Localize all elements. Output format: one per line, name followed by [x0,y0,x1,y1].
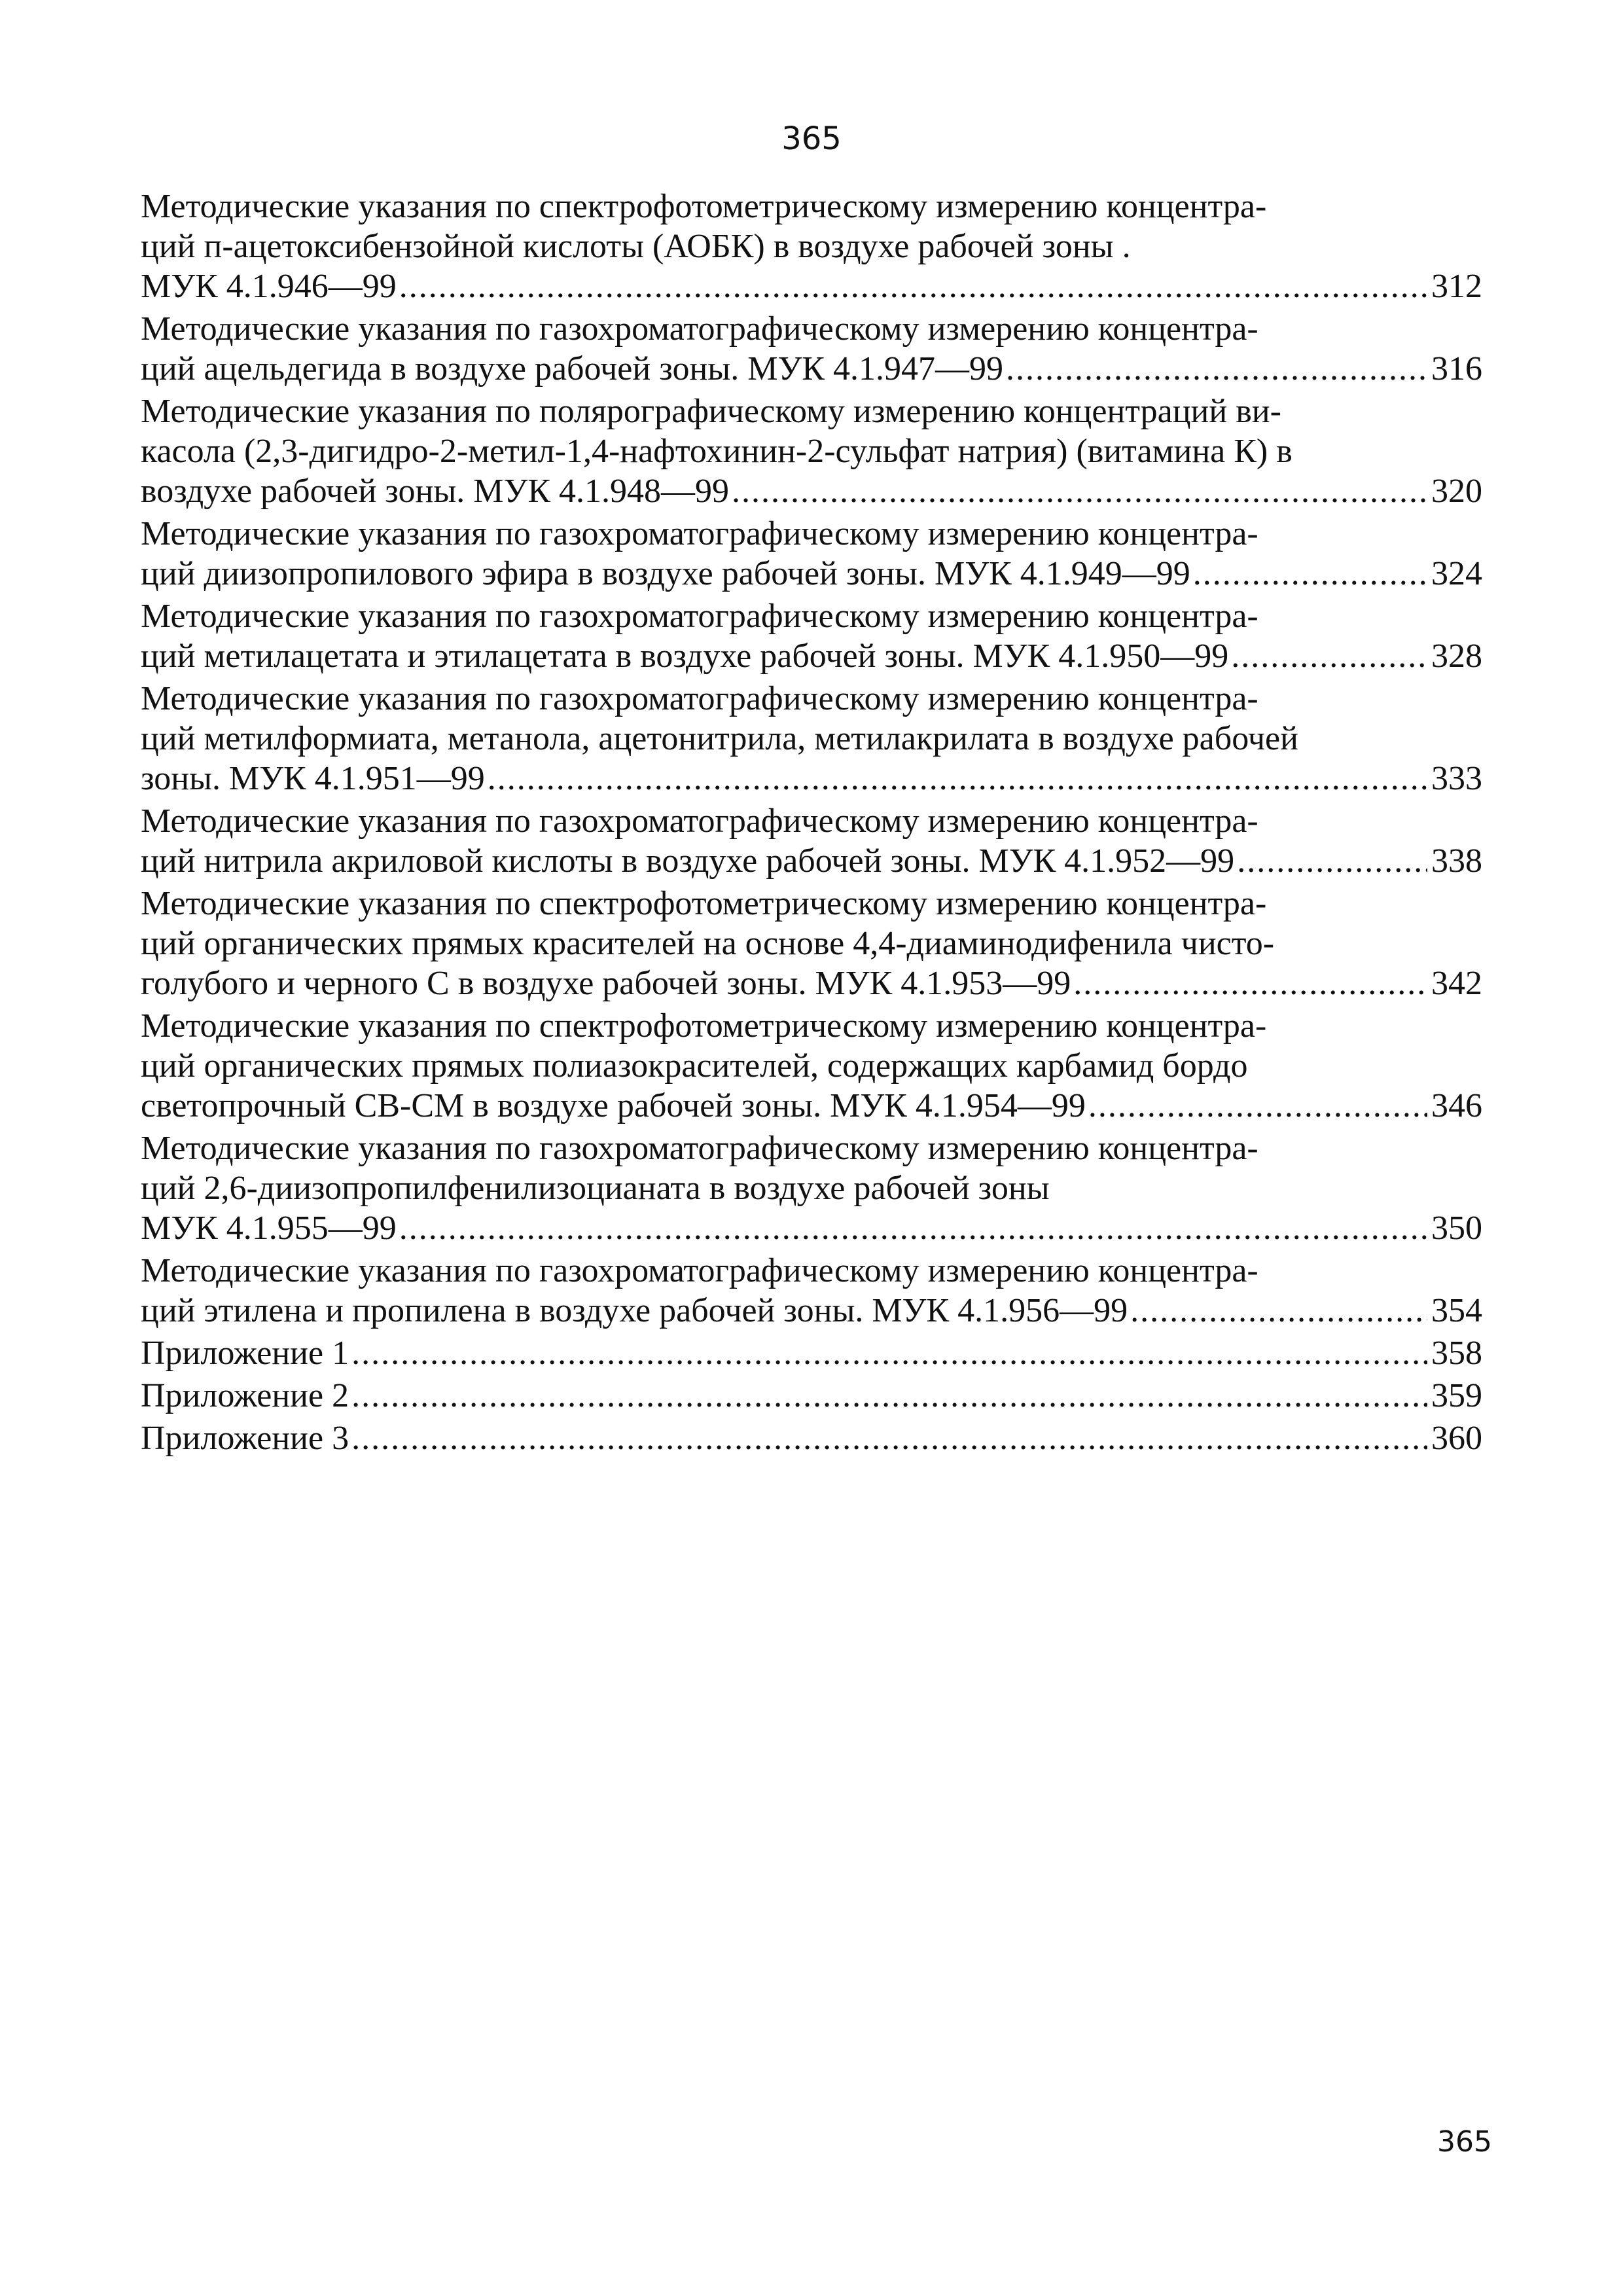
toc-entry-line: касола (2,3-дигидро-2-метил-1,4-нафтохинин-2-сульфат натрия) (витамина К) в [141,433,1293,470]
toc-entry-final-line[interactable] [141,471,1482,511]
toc-page-number: 342 [1431,965,1482,1002]
toc-page-number: 358 [1431,1335,1482,1372]
toc-entry-title-end: ций диизопропилового эфира в воздухе рабочей зоны. МУК 4.1.949—99 [141,555,1190,592]
toc-page-number: 320 [1431,473,1482,510]
toc-entry [141,1128,1482,1248]
toc-entry-line: Методические указания по газохроматографическому измерению концентра- [141,680,1258,717]
toc-entry [141,801,1482,881]
toc-entry-line: Методические указания по газохроматографическому измерению концентра- [141,802,1258,840]
toc-entry-line: ций органических прямых полиазокрасителей, содержащих карбамид бордо [141,1047,1248,1085]
toc-entry-title-end: МУК 4.1.955—99 [141,1210,397,1247]
dot-leader [488,759,1427,798]
dot-leader [351,1333,1427,1373]
toc-entry-appendix [141,1376,1482,1416]
toc-entry-title-end: Приложение 3 [141,1420,349,1457]
toc-entry-title-end: ций этилена и пропилена в воздухе рабочей зоны. МУК 4.1.956—99 [141,1292,1128,1329]
dot-leader [1088,1086,1427,1126]
toc-page-number: 354 [1431,1292,1482,1329]
dot-leader [1006,349,1427,389]
dot-leader [351,1376,1427,1416]
toc-entry-title-end: светопрочный СВ-СМ в воздухе рабочей зоны. МУК 4.1.954—99 [141,1087,1086,1124]
toc-entry [141,1006,1482,1126]
toc-entry-final-line[interactable] [141,554,1482,594]
toc-entry-final-line[interactable] [141,1333,1482,1373]
toc-page-number: 312 [1431,268,1482,305]
toc-entry-title-end: МУК 4.1.946—99 [141,268,397,305]
toc-entry [141,679,1482,798]
toc-entry [141,514,1482,594]
toc-entry-line: Методические указания по газохроматографическому измерению концентра- [141,598,1258,635]
toc-entry [141,309,1482,389]
toc-page-number: 324 [1431,555,1482,592]
toc-entry-appendix [141,1418,1482,1458]
toc-entry-line: Методические указания по спектрофотометрическому измерению концентра- [141,188,1267,225]
toc-entry-final-line[interactable] [141,636,1482,676]
toc-page-number: 328 [1431,637,1482,675]
toc-entry-line: ций 2,6-диизопропилфенилизоцианата в воздухе рабочей зоны [141,1170,1050,1207]
toc-page-number: 333 [1431,760,1482,797]
toc-page-number: 338 [1431,842,1482,880]
toc-entry-final-line[interactable] [141,1291,1482,1331]
toc-entry-final-line[interactable] [141,1086,1482,1126]
toc-entry-line: Методические указания по газохроматографическому измерению концентра- [141,515,1258,552]
toc-entry-final-line[interactable] [141,1376,1482,1416]
toc-entry [141,391,1482,511]
toc-entry-title-end: ций ацельдегида в воздухе рабочей зоны. МУК 4.1.947—99 [141,350,1003,387]
dot-leader [1073,963,1427,1003]
toc-entry-final-line[interactable] [141,1418,1482,1458]
toc-page-number: 350 [1431,1210,1482,1247]
toc-entry-final-line[interactable] [141,963,1482,1003]
toc-entry-line: ций п-ацетоксибензойной кислоты (АОБК) в воздухе рабочей зоны . [141,228,1131,265]
page-number-bottom: 365 [1437,2125,1492,2159]
dot-leader [351,1418,1427,1458]
toc-page-number: 360 [1431,1420,1482,1457]
page-number-top: 365 [781,120,842,157]
table-of-contents [141,187,1482,1461]
toc-entry [141,187,1482,306]
toc-entry-line: Методические указания по полярографическому измерению концентраций ви- [141,393,1281,430]
toc-entry-line: Методические указания по спектрофотометрическому измерению концентра- [141,885,1267,922]
dot-leader [399,1208,1427,1248]
toc-page-number: 359 [1431,1377,1482,1414]
toc-entry [141,1251,1482,1331]
toc-entry-title-end: ций метилацетата и этилацетата в воздухе рабочей зоны. МУК 4.1.950—99 [141,637,1229,675]
toc-entry-final-line[interactable] [141,1208,1482,1248]
toc-entry-final-line[interactable] [141,266,1482,306]
toc-entry-title-end: Приложение 2 [141,1377,349,1414]
toc-entry-title-end: зоны. МУК 4.1.951—99 [141,760,485,797]
dot-leader [1231,636,1427,676]
toc-entry-final-line[interactable] [141,349,1482,389]
dot-leader [1130,1291,1427,1331]
toc-entry-final-line[interactable] [141,759,1482,798]
toc-entry-title-end: ций нитрила акриловой кислоты в воздухе рабочей зоны. МУК 4.1.952—99 [141,842,1235,880]
toc-entry-title-end: голубого и черного С в воздухе рабочей зоны. МУК 4.1.953—99 [141,965,1071,1002]
toc-entry-line: Методические указания по спектрофотометрическому измерению концентра- [141,1007,1267,1045]
toc-page-number: 316 [1431,350,1482,387]
toc-entry-title-end: Приложение 1 [141,1335,349,1372]
toc-entry-title-end: воздухе рабочей зоны. МУК 4.1.948—99 [141,473,730,510]
toc-entry [141,884,1482,1003]
dot-leader [732,471,1427,511]
toc-entry-line: Методические указания по газохроматографическому измерению концентра- [141,1252,1258,1289]
toc-entry [141,596,1482,676]
toc-entry-line: Методические указания по газохроматографическому измерению концентра- [141,1130,1258,1167]
dot-leader [1193,554,1427,594]
toc-entry-appendix [141,1333,1482,1373]
toc-entry-line: Методические указания по газохроматографическому измерению концентра- [141,310,1258,348]
toc-entry-final-line[interactable] [141,841,1482,881]
dot-leader [1237,841,1427,881]
toc-entry-line: ций органических прямых красителей на основе 4,4-диаминодифенила чисто- [141,925,1275,962]
dot-leader [399,266,1427,306]
toc-page-number: 346 [1431,1087,1482,1124]
toc-entry-line: ций метилформиата, метанола, ацетонитрила, метилакрилата в воздухе рабочей [141,720,1298,757]
